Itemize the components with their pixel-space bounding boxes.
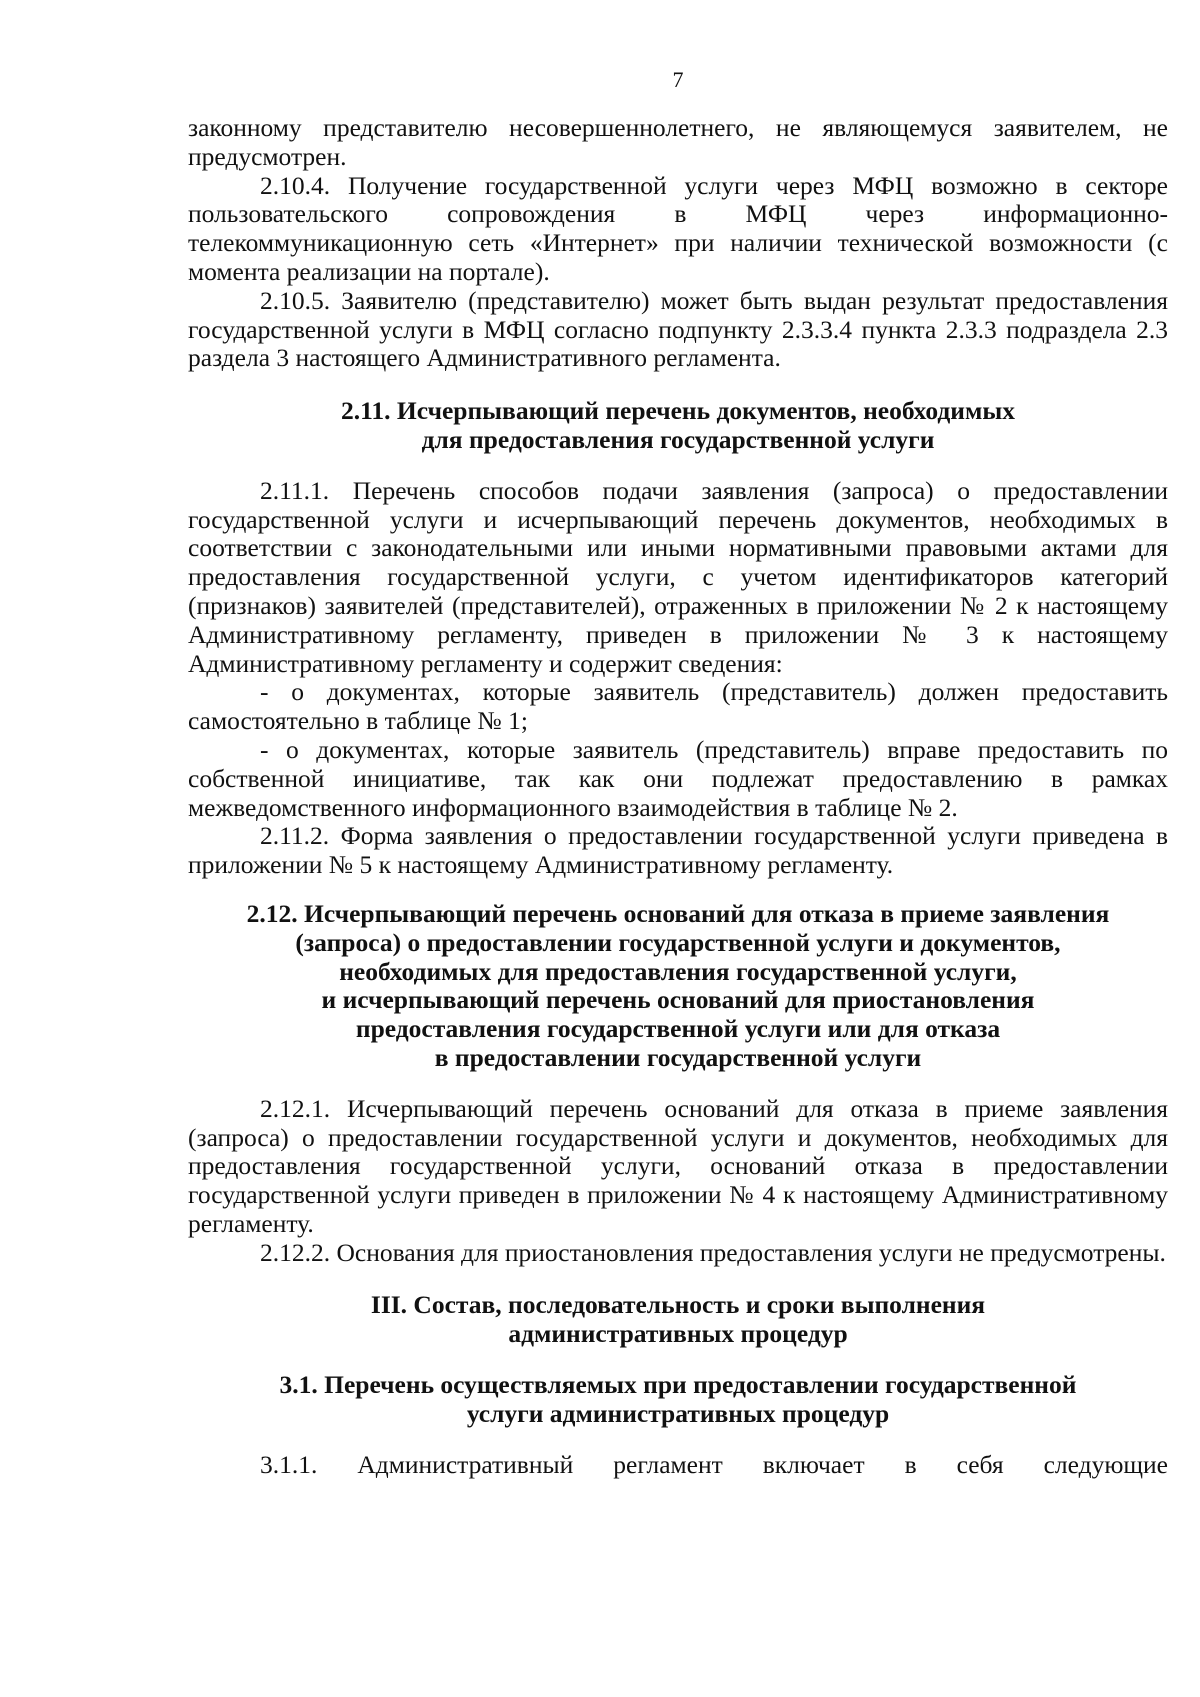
paragraph-2-12-1: 2.12.1. Исчерпывающий перечень оснований для отказа в приеме заявления (запроса) о предоставлении государственной услуги и документов, необходимых для предоставления государственной услуги, оснований отказа в предоставлении государственной услуги приведен в приложении № 4 к настоящему Административному регламенту. (188, 1093, 1168, 1238)
heading-line: необходимых для предоставления государственной услуги, (339, 956, 1017, 986)
heading-line: услуги административных процедур (466, 1398, 890, 1428)
paragraph-continuation: законному представителю несовершеннолетнего, не являющемуся заявителем, не предусмотрен. (188, 113, 1168, 171)
heading-line: для предоставления государственной услуги (421, 424, 935, 454)
heading-line: (запроса) о предоставлении государственной услуги и документов, (295, 927, 1061, 957)
chapter-heading-III (188, 1291, 1168, 1349)
paragraph-2-10-4: 2.10.4. Получение государственной услуги через МФЦ возможно в секторе пользовательского сопровождения в МФЦ через информационно-телекоммуникационную сеть «Интернет» при наличии технической возможности (с момента реализации на портале). (188, 170, 1168, 286)
page-number: 7 (672, 67, 684, 92)
heading-line: 2.12. Исчерпывающий перечень оснований для отказа в приеме заявления (246, 898, 1110, 928)
list-item-bullet-1: - о документах, которые заявитель (представитель) должен предоставить самостоятельно в таблице № 1; (188, 677, 1168, 736)
section-heading-2-12 (188, 900, 1168, 1073)
paragraph-2-12-2: 2.12.2. Основания для приостановления предоставления услуги не предусмотрены. (260, 1237, 1166, 1267)
heading-line: в предоставлении государственной услуги (434, 1042, 922, 1072)
paragraph-2-11-2: 2.11.2. Форма заявления о предоставлении государственной услуги приведена в приложении № 5 к настоящему Административному регламенту. (188, 821, 1168, 880)
section-heading-2-11 (188, 397, 1168, 455)
heading-line: 2.11. Исчерпывающий перечень документов, необходимых (340, 396, 1016, 426)
paragraph-3-1-1: 3.1.1. Административный регламент включает в себя следующие (260, 1449, 1168, 1479)
heading-line: и исчерпывающий перечень оснований для приостановления (321, 985, 1035, 1015)
section-heading-3-1 (188, 1371, 1168, 1429)
heading-line: 3.1. Перечень осуществляемых при предоставлении государственной (279, 1370, 1077, 1400)
heading-line: административных процедур (508, 1319, 848, 1349)
paragraph-2-10-5: 2.10.5. Заявителю (представителю) может быть выдан результат предоставления государственной услуги в МФЦ согласно подпункту 2.3.3.4 пункта 2.3.3 подраздела 2.3 раздела 3 настоящего Административного регламента. (188, 285, 1168, 373)
paragraph-2-11-1: 2.11.1. Перечень способов подачи заявления (запроса) о предоставлении государственной услуги и исчерпывающий перечень документов, необходимых в соответствии с законодательными или иными нормативными правовыми актами для предоставления государственной услуги, с учетом идентификаторов категорий (признаков) заявителей (представителей), отраженных в приложении № 2 к настоящему Административному регламенту, приведен в приложении № 3 к настоящему Административному регламенту и содержит сведения: (188, 475, 1168, 678)
heading-line: предоставления государственной услуги или для отказа (355, 1014, 1001, 1044)
list-item-bullet-2: - о документах, которые заявитель (представитель) вправе предоставить по собственной инициативе, так как они подлежат предоставлению в рамках межведомственного информационного взаимодействия в таблице № 2. (188, 734, 1168, 822)
heading-line: III. Состав, последовательность и сроки выполнения (370, 1290, 986, 1320)
document-page (188, 66, 1168, 1479)
